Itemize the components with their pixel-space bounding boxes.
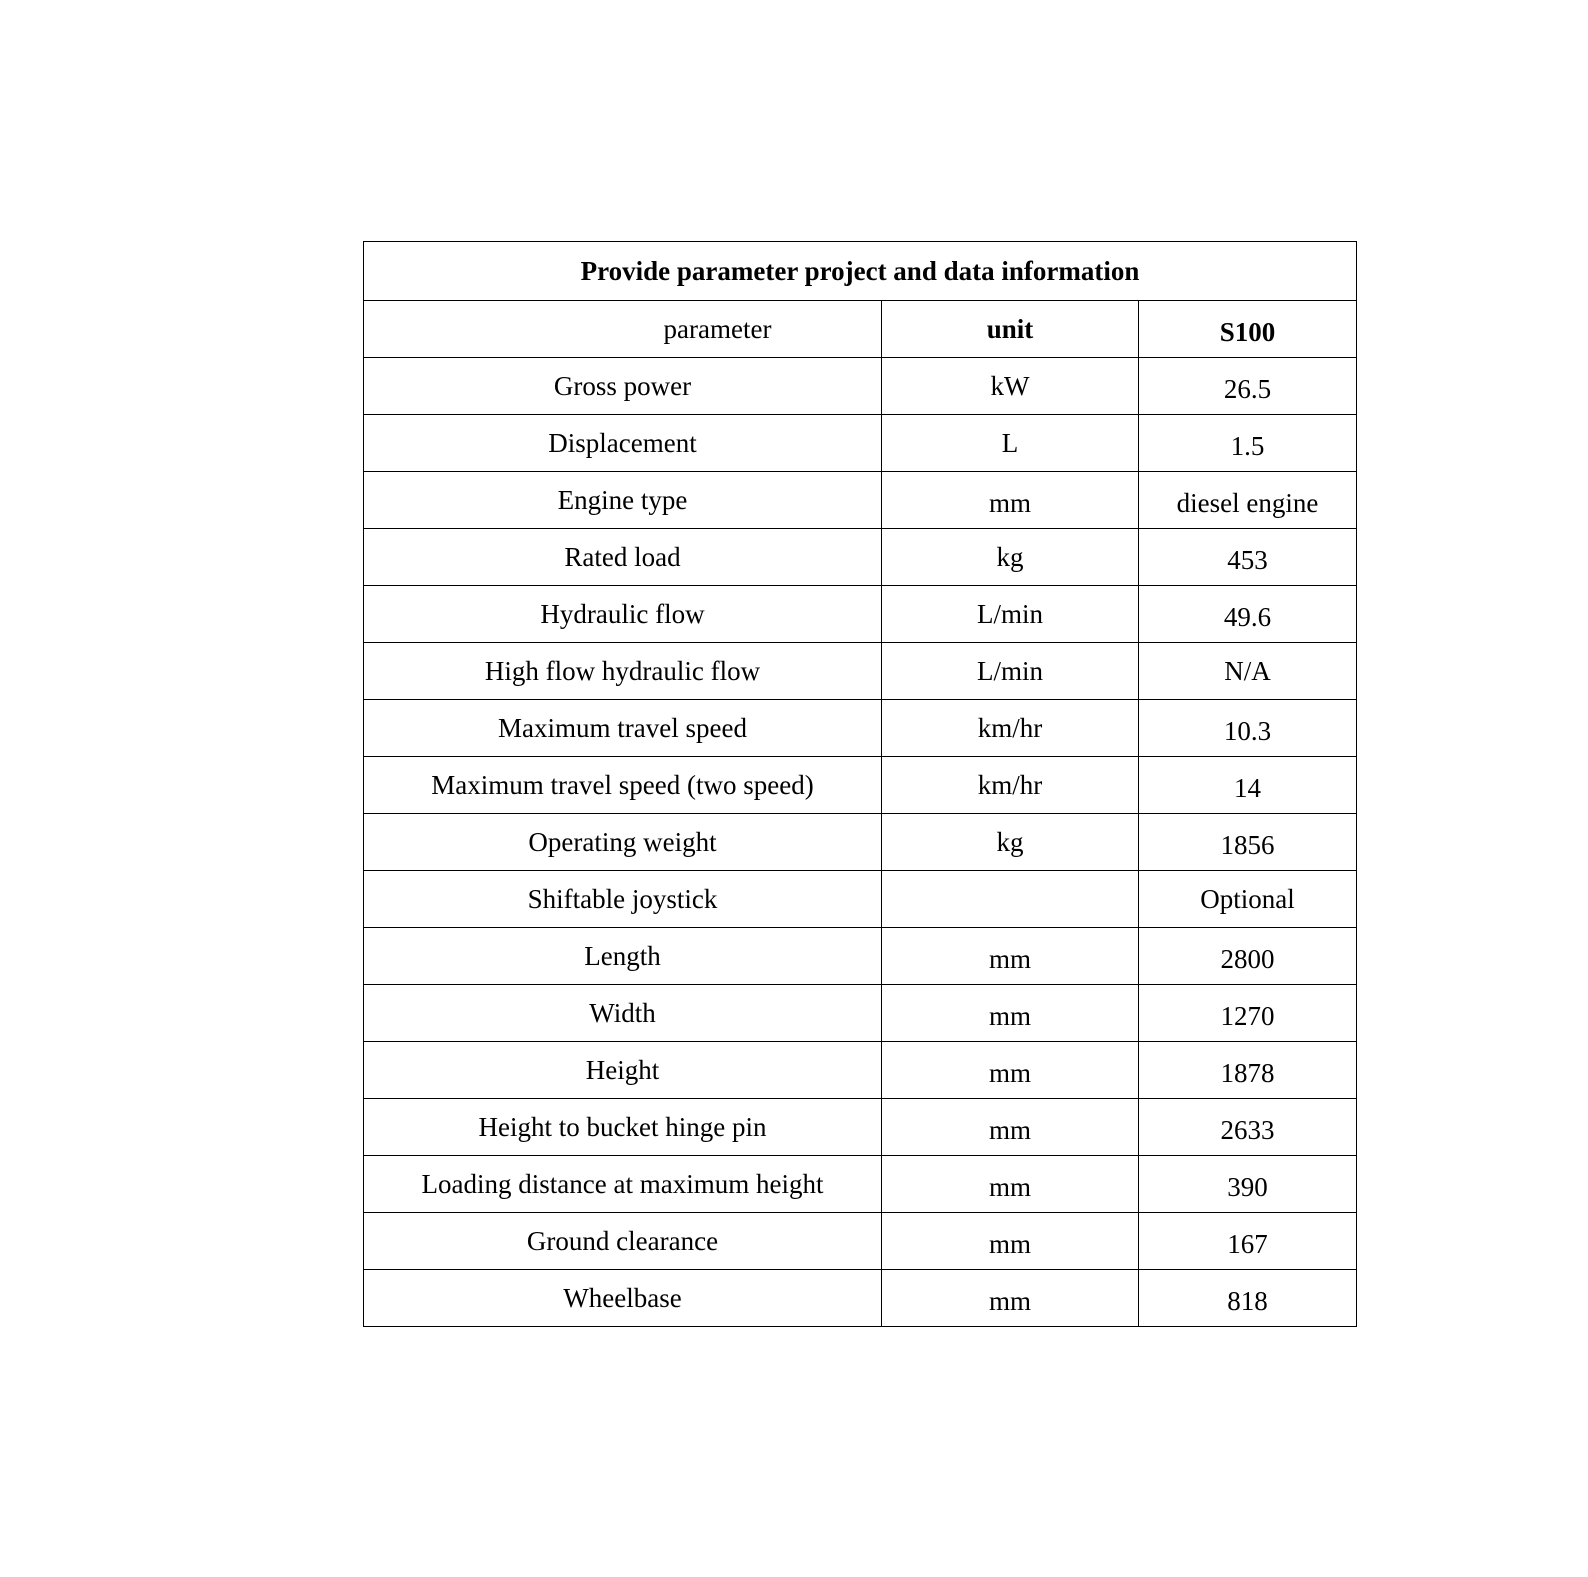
unit-cell: mm <box>882 985 1139 1042</box>
table-row <box>364 358 1357 415</box>
parameter-cell: Wheelbase <box>364 1270 882 1327</box>
value-cell: 1856 <box>1139 814 1357 871</box>
spec-table-body <box>364 242 1357 1327</box>
value-cell: 26.5 <box>1139 358 1357 415</box>
parameter-cell: Displacement <box>364 415 882 472</box>
parameter-cell: Ground clearance <box>364 1213 882 1270</box>
parameter-cell: Operating weight <box>364 814 882 871</box>
value-cell: Optional <box>1139 871 1357 928</box>
unit-cell: kg <box>882 814 1139 871</box>
table-row <box>364 928 1357 985</box>
table-row <box>364 814 1357 871</box>
value-cell: 453 <box>1139 529 1357 586</box>
parameter-cell: Hydraulic flow <box>364 586 882 643</box>
unit-cell: kg <box>882 529 1139 586</box>
table-row <box>364 1270 1357 1327</box>
table-row <box>364 472 1357 529</box>
table-row <box>364 985 1357 1042</box>
table-row <box>364 871 1357 928</box>
unit-cell: mm <box>882 1213 1139 1270</box>
value-cell: 167 <box>1139 1213 1357 1270</box>
parameter-cell: Gross power <box>364 358 882 415</box>
table-row <box>364 1213 1357 1270</box>
parameter-cell: Height to bucket hinge pin <box>364 1099 882 1156</box>
table-row <box>364 643 1357 700</box>
unit-cell: L/min <box>882 586 1139 643</box>
table-title: Provide parameter project and data information <box>364 242 1357 301</box>
table-row <box>364 700 1357 757</box>
value-cell: 2800 <box>1139 928 1357 985</box>
parameter-cell: Height <box>364 1042 882 1099</box>
header-model: S100 <box>1139 301 1357 358</box>
parameter-cell: Maximum travel speed <box>364 700 882 757</box>
value-cell: 14 <box>1139 757 1357 814</box>
value-cell: 818 <box>1139 1270 1357 1327</box>
unit-cell: mm <box>882 928 1139 985</box>
table-row <box>364 586 1357 643</box>
unit-cell <box>882 871 1139 928</box>
parameter-cell: Rated load <box>364 529 882 586</box>
title-row <box>364 242 1357 301</box>
value-cell: 1878 <box>1139 1042 1357 1099</box>
parameter-cell: Loading distance at maximum height <box>364 1156 882 1213</box>
parameter-cell: Width <box>364 985 882 1042</box>
value-cell: 1270 <box>1139 985 1357 1042</box>
value-cell: 2633 <box>1139 1099 1357 1156</box>
parameter-cell: Shiftable joystick <box>364 871 882 928</box>
value-cell: 10.3 <box>1139 700 1357 757</box>
parameter-cell: Engine type <box>364 472 882 529</box>
table-row <box>364 1099 1357 1156</box>
header-parameter: parameter <box>364 301 882 358</box>
unit-cell: mm <box>882 1156 1139 1213</box>
value-cell: 1.5 <box>1139 415 1357 472</box>
table-row <box>364 757 1357 814</box>
table-row <box>364 1042 1357 1099</box>
unit-cell: mm <box>882 1270 1139 1327</box>
header-row <box>364 301 1357 358</box>
unit-cell: kW <box>882 358 1139 415</box>
header-unit: unit <box>882 301 1139 358</box>
value-cell: 390 <box>1139 1156 1357 1213</box>
value-cell: 49.6 <box>1139 586 1357 643</box>
unit-cell: mm <box>882 1042 1139 1099</box>
unit-cell: km/hr <box>882 757 1139 814</box>
parameter-cell: Length <box>364 928 882 985</box>
table-row <box>364 415 1357 472</box>
value-cell: N/A <box>1139 643 1357 700</box>
unit-cell: L <box>882 415 1139 472</box>
spec-table <box>363 241 1357 1327</box>
table-row <box>364 1156 1357 1213</box>
parameter-cell: High flow hydraulic flow <box>364 643 882 700</box>
unit-cell: L/min <box>882 643 1139 700</box>
unit-cell: km/hr <box>882 700 1139 757</box>
unit-cell: mm <box>882 472 1139 529</box>
unit-cell: mm <box>882 1099 1139 1156</box>
parameter-cell: Maximum travel speed (two speed) <box>364 757 882 814</box>
table-row <box>364 529 1357 586</box>
value-cell: diesel engine <box>1139 472 1357 529</box>
